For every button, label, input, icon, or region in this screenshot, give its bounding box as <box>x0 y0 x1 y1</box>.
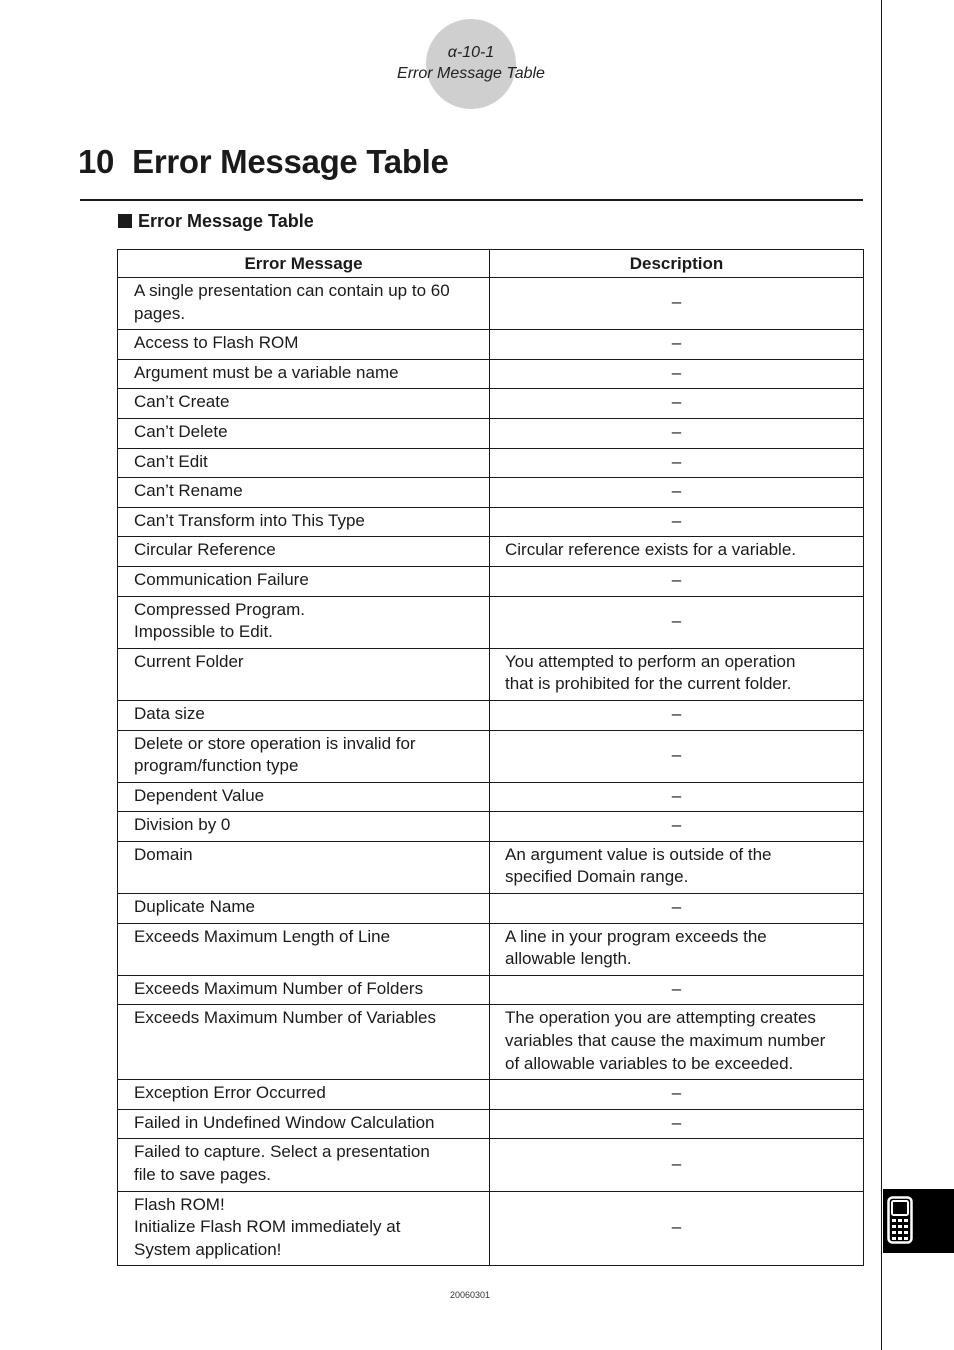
description-text: – <box>671 451 682 471</box>
description-text: – <box>671 978 682 998</box>
table-row <box>118 841 864 893</box>
table-row <box>118 566 864 596</box>
description-cell <box>490 923 864 975</box>
table-row <box>118 1191 864 1266</box>
chapter-title <box>78 143 449 181</box>
table-row <box>118 730 864 782</box>
description-text: – <box>671 569 682 589</box>
error-message-text: A single presentation can contain up to 60 pages. <box>134 281 450 323</box>
table-row <box>118 478 864 508</box>
description-cell <box>490 418 864 448</box>
error-message-text: Argument must be a variable name <box>134 362 399 382</box>
error-message-cell <box>118 418 490 448</box>
error-message-text: Failed in Undefined Window Calculation <box>134 1112 435 1132</box>
error-message-text: Failed to capture. Select a presentation file to save pages. <box>134 1142 430 1184</box>
error-message-text: Communication Failure <box>134 569 309 589</box>
error-message-text: Can’t Rename <box>134 481 243 501</box>
description-cell <box>490 700 864 730</box>
error-message-text: Exceeds Maximum Length of Line <box>134 926 391 946</box>
error-message-text: Can’t Transform into This Type <box>134 510 365 530</box>
description-text: – <box>671 897 682 917</box>
description-cell <box>490 278 864 330</box>
error-message-cell <box>118 730 490 782</box>
error-message-cell <box>118 330 490 360</box>
description-cell <box>490 507 864 537</box>
error-message-cell <box>118 389 490 419</box>
error-message-cell <box>118 478 490 508</box>
error-message-cell <box>118 648 490 700</box>
description-text: – <box>671 1112 682 1132</box>
description-cell <box>490 730 864 782</box>
error-message-cell <box>118 841 490 893</box>
chapter-number: 10 <box>78 143 115 180</box>
description-cell <box>490 1191 864 1266</box>
description-cell <box>490 841 864 893</box>
table-row <box>118 507 864 537</box>
section-heading <box>118 211 314 232</box>
description-cell <box>490 1005 864 1080</box>
error-message-text: Domain <box>134 844 193 864</box>
error-message-text: Circular Reference <box>134 540 276 560</box>
error-message-table <box>117 249 864 1266</box>
column-header-description: Description <box>490 250 864 278</box>
error-message-cell <box>118 448 490 478</box>
error-message-cell <box>118 1191 490 1266</box>
description-cell <box>490 448 864 478</box>
section-heading-text: Error Message Table <box>138 211 314 231</box>
error-message-cell <box>118 537 490 567</box>
description-cell <box>490 894 864 924</box>
description-text: – <box>671 744 682 764</box>
running-header-title: Error Message Table <box>397 65 545 82</box>
table-row <box>118 596 864 648</box>
error-message-text: Can’t Delete <box>134 421 228 441</box>
description-text: – <box>671 392 682 412</box>
error-message-text: Exceeds Maximum Number of Variables <box>134 1008 437 1028</box>
title-rule <box>80 199 863 201</box>
description-text: – <box>671 333 682 353</box>
description-text: – <box>671 785 682 805</box>
table-row <box>118 975 864 1005</box>
error-message-cell <box>118 507 490 537</box>
table-row <box>118 894 864 924</box>
error-message-text: Division by 0 <box>134 815 231 835</box>
error-message-cell <box>118 1005 490 1080</box>
calculator-icon <box>887 1196 913 1244</box>
description-cell <box>490 566 864 596</box>
description-cell <box>490 1080 864 1110</box>
table-row <box>118 537 864 567</box>
table-body <box>118 278 864 1266</box>
error-message-cell <box>118 1139 490 1191</box>
description-text: – <box>671 421 682 441</box>
table-row <box>118 1109 864 1139</box>
error-message-cell <box>118 812 490 842</box>
table-row <box>118 1005 864 1080</box>
description-text: You attempted to perform an operation that is prohibited for the current folder. <box>505 651 796 694</box>
error-message-text: Exceeds Maximum Number of Folders <box>134 978 424 998</box>
page-code: α-10-1 <box>447 44 495 61</box>
error-message-cell <box>118 923 490 975</box>
description-text: – <box>671 1153 682 1173</box>
right-margin-rule <box>881 0 882 1350</box>
table-row <box>118 700 864 730</box>
error-message-text: Data size <box>134 703 205 723</box>
error-message-cell <box>118 359 490 389</box>
chapter-title-text: Error Message Table <box>132 143 449 180</box>
error-message-text: Can’t Create <box>134 392 230 412</box>
footer-code: 20060301 <box>449 1290 491 1300</box>
table-header-row <box>118 250 864 278</box>
column-header-error-message: Error Message <box>118 250 490 278</box>
table-row <box>118 1080 864 1110</box>
error-message-text: Can’t Edit <box>134 451 208 471</box>
description-text: Circular reference exists for a variable. <box>505 540 797 560</box>
table-row <box>118 330 864 360</box>
description-cell <box>490 596 864 648</box>
error-message-text: Current Folder <box>134 651 244 671</box>
description-cell <box>490 782 864 812</box>
error-message-text: Access to Flash ROM <box>134 333 299 353</box>
error-message-cell <box>118 975 490 1005</box>
error-message-cell <box>118 596 490 648</box>
description-text: – <box>671 510 682 530</box>
error-message-text: Dependent Value <box>134 785 265 805</box>
description-cell <box>490 975 864 1005</box>
page-number-circle <box>426 19 516 109</box>
description-cell <box>490 330 864 360</box>
error-message-text: Duplicate Name <box>134 897 255 917</box>
table-row <box>118 278 864 330</box>
description-text: – <box>671 815 682 835</box>
description-cell <box>490 478 864 508</box>
description-text: – <box>671 703 682 723</box>
description-cell <box>490 812 864 842</box>
error-message-cell <box>118 1080 490 1110</box>
error-message-cell <box>118 700 490 730</box>
error-message-text: Flash ROM! Initialize Flash ROM immediately at System application! <box>134 1194 401 1259</box>
error-message-cell <box>118 566 490 596</box>
error-message-cell <box>118 1109 490 1139</box>
table-row <box>118 648 864 700</box>
table-row <box>118 923 864 975</box>
description-text: An argument value is outside of the specified Domain range. <box>505 844 772 887</box>
error-message-text: Exception Error Occurred <box>134 1083 326 1103</box>
description-cell <box>490 648 864 700</box>
error-message-text: Compressed Program. Impossible to Edit. <box>134 599 306 642</box>
section-bullet-square <box>118 214 132 228</box>
table-row <box>118 389 864 419</box>
error-message-cell <box>118 278 490 330</box>
description-text: – <box>671 610 682 630</box>
table-row <box>118 359 864 389</box>
error-message-text: Delete or store operation is invalid for program/function type <box>134 733 416 776</box>
description-text: – <box>671 292 682 312</box>
description-cell <box>490 1109 864 1139</box>
description-cell <box>490 1139 864 1191</box>
description-cell <box>490 389 864 419</box>
description-text: The operation you are attempting creates variables that cause the maximum number of allowable variables to be exceeded. <box>505 1008 826 1073</box>
table-row <box>118 812 864 842</box>
description-text: – <box>671 1217 682 1237</box>
table-row <box>118 418 864 448</box>
description-text: A line in your program exceeds the allowable length. <box>505 926 767 969</box>
description-text: – <box>671 481 682 501</box>
side-tab <box>883 1189 954 1253</box>
error-message-cell <box>118 894 490 924</box>
table-row <box>118 1139 864 1191</box>
table-row <box>118 448 864 478</box>
error-message-cell <box>118 782 490 812</box>
description-text: – <box>671 362 682 382</box>
description-cell <box>490 359 864 389</box>
description-cell <box>490 537 864 567</box>
table-row <box>118 782 864 812</box>
description-text: – <box>671 1083 682 1103</box>
